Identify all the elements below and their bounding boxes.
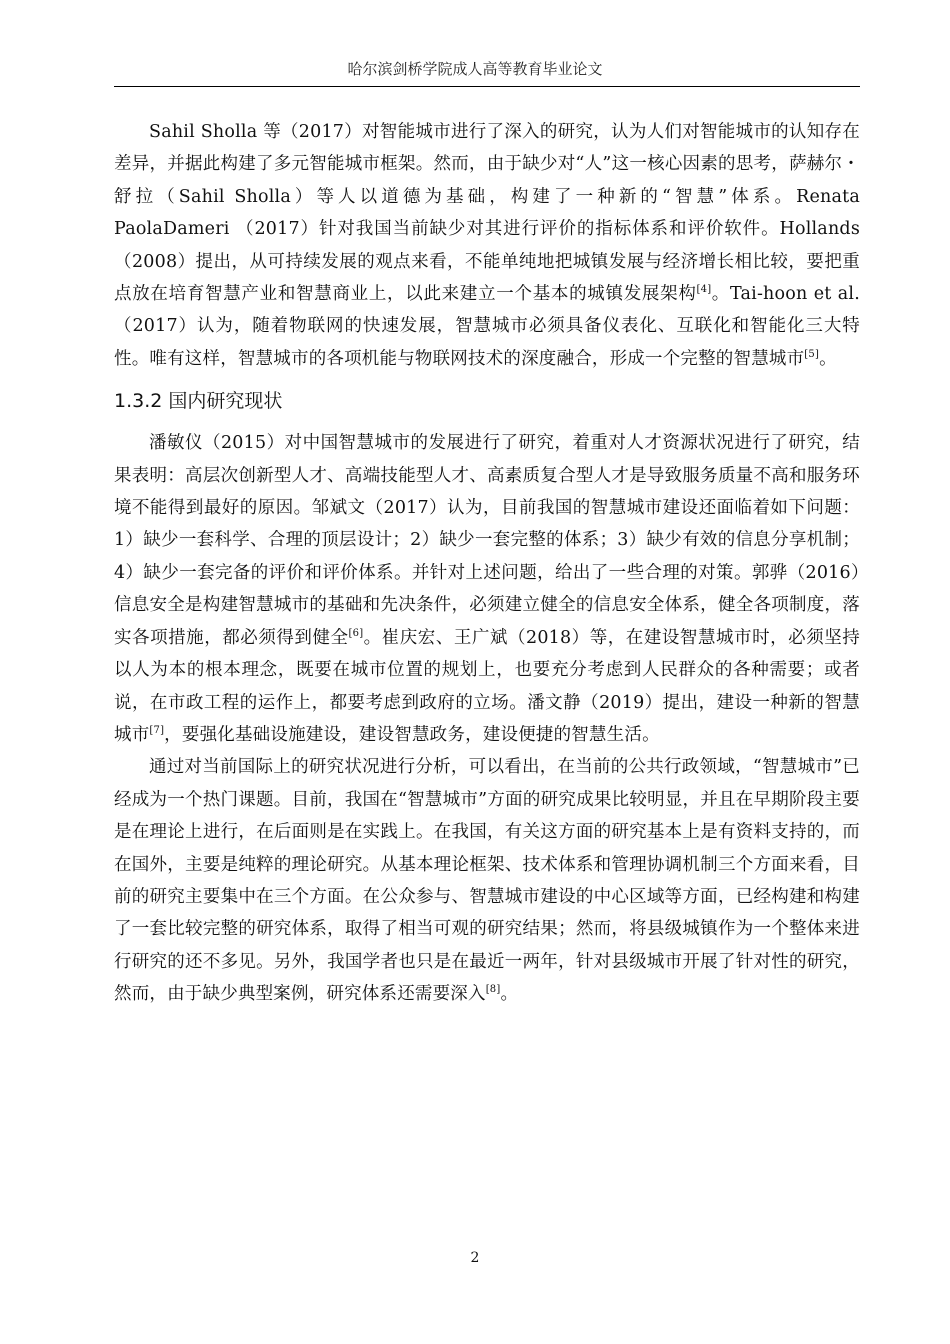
- citation-7: [7]: [149, 725, 165, 737]
- page-number: 2: [470, 1250, 480, 1266]
- paragraph-text: 。Tai-hoon et al.（2017）认为，随着物联网的快速发展，智慧城市必须具备仪表化、互联化和智能化三大特性。唯有这样，智慧城市的各项机能与物联网技术的深度融合，形成一个完整的智慧城市: [114, 284, 860, 369]
- section-heading: 1.3.2 国内研究现状: [114, 390, 283, 413]
- paragraph-text: 潘敏仪（2015）对中国智慧城市的发展进行了研究，着重对人才资源状况进行了研究，结果表明：高层次创新型人才、高端技能型人才、高素质复合型人才是导致服务质量不高和服务环境不能得到最好的原因。邹斌文（2017）认为，目前我国的智慧城市建设还面临着如下问题：1）缺少一套科学、合理的顶层设计；2）缺少一套完整的体系；3）缺少有效的信息分享机制；4）缺少一套完备的评价和评价体系。并针对上述问题，给出了一些合理的对策。郭骅（2016）信息安全是构建智慧城市的基础和先决条件，必须建立健全的信息安全体系，健全各项制度，落实各项措施，都必须得到健全: [114, 433, 860, 648]
- header-rule: [114, 86, 860, 87]
- paragraph-text: 通过对当前国际上的研究状况进行分析，可以看出，在当前的公共行政领域，“智慧城市”已经成为一个热门课题。目前，我国在“智慧城市”方面的研究成果比较明显，并且在早期阶段主要是在理论上进行，在后面则是在实践上。在我国，有关这方面的研究基本上是有资料支持的，而在国外，主要是纯粹的理论研究。从基本理论框架、技术体系和管理协调机制三个方面来看，目前的研究主要集中在三个方面。在公众参与、智慧城市建设的中心区域等方面，已经构建和构建了一套比较完整的研究体系，取得了相当可观的研究结果；然而，将县级城镇作为一个整体来进行研究的还不多见。另外，我国学者也只是在最近一两年，针对县级城市开展了针对性的研究，然而，由于缺少典型案例，研究体系还需要深入: [114, 757, 860, 1005]
- page-body: [114, 116, 860, 1011]
- paragraph-domestic-research: [114, 427, 860, 751]
- citation-6: [6]: [348, 627, 364, 639]
- paragraph-text: 。崔庆宏、王广斌（2018）等，在建设智慧城市时，必须坚持以人为本的根本理念，既要在城市位置的规划上，也要充分考虑到人民群众的各种需要；或者说，在市政工程的运作上，都要考虑到政府的立场。潘文静（2019）提出，建设一种新的智慧城市: [114, 627, 860, 745]
- paragraph-text: Sahil Sholla 等（2017）对智能城市进行了深入的研究，认为人们对智能城市的认知存在差异，并据此构建了多元智能城市框架。然而，由于缺少对“人”这一核心因素的思考，萨赫尔・舒拉（Sahil Sholla）等人以道德为基础，构建了一种新的“智慧”体系。Renata PaolaDameri （2017）针对我国当前缺少对其进行评价的指标体系和评价软件。Hollands （2008）提出，从可持续发展的观点来看，不能单纯地把城镇发展与经济增长相比较，要把重点放在培育智慧产业和智慧商业上，以此来建立一个基本的城镇发展架构: [114, 122, 860, 305]
- paragraph-international-research: [114, 116, 860, 375]
- paragraph-text: ，要强化基础设施建设，建设智慧政务，建设便捷的智慧生活。: [164, 724, 660, 745]
- paragraph-text: 。: [500, 984, 519, 1005]
- citation-5: [5]: [804, 349, 820, 361]
- page-header: 哈尔滨剑桥学院成人高等教育毕业论文: [347, 60, 603, 78]
- citation-8: [8]: [485, 984, 501, 996]
- paragraph-summary: [114, 751, 860, 1010]
- citation-4: [4]: [696, 284, 712, 296]
- paragraph-text: 。: [819, 348, 837, 369]
